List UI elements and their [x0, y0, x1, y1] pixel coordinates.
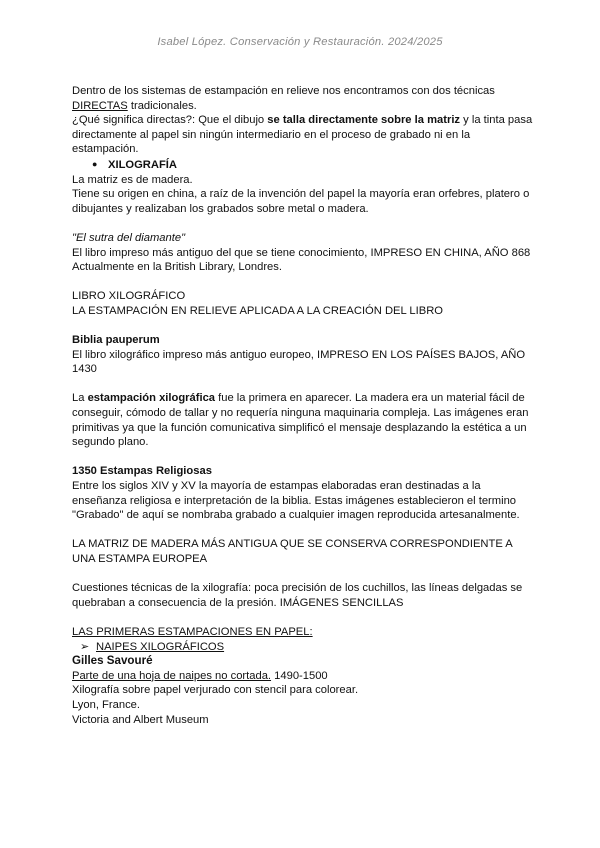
bullet-icon: ● — [92, 158, 98, 169]
xilografia-matriz: La matriz es de madera. — [72, 173, 193, 186]
obra-tecnica: Xilografía sobre papel verjurado con stencil para colorear. — [72, 684, 359, 697]
biblia-text: El libro xilográfico impreso más antiguo europeo, IMPRESO EN LOS PAÍSES BAJOS, AÑO 1430 — [72, 348, 526, 376]
primeras-title: LAS PRIMERAS ESTAMPACIONES EN PAPEL: — [72, 625, 313, 638]
xilografia-title: XILOGRAFÍA — [108, 158, 177, 171]
xilografia-bullet — [72, 157, 534, 173]
directas-question — [72, 113, 534, 157]
biblia-title: Biblia pauperum — [72, 334, 160, 347]
estampacion-emphasis: estampación xilográfica — [87, 392, 216, 405]
obra-line — [72, 669, 534, 684]
libro-line-1: LIBRO XILOGRÁFICO — [72, 290, 186, 303]
estampacion-rest: fue la primera en aparecer. La madera era un material fácil de conseguir, cómodo de tallar y no requería ninguna maquinaria compleja. Las imágenes eran primitivas ya que la función comunicativa simplificó el mensaje desplazando la estética a un segundo plano. — [72, 392, 529, 449]
question-text: ¿Qué significa directas?: Que el dibujo — [72, 114, 268, 127]
intro-line-2: tradicionales. — [127, 99, 197, 112]
intro-paragraph — [72, 84, 534, 113]
cuestiones-paragraph: Cuestiones técnicas de la xilografía: poca precisión de los cuchillos, las líneas delgadas se quebraban a consecuencia de la presión. IMÁGENES SENCILLAS — [72, 582, 523, 609]
obra-date: 1490-1500 — [271, 669, 328, 682]
artist-name: Gilles Savouré — [72, 654, 153, 668]
naipes-title: NAIPES XILOGRÁFICOS — [96, 640, 225, 653]
xilografia-origen: Tiene su origen en china, a raíz de la invención del papel la mayoría eran orfebres, platero o dibujantes y realizaban los grabados sobre metal o madera. — [72, 188, 530, 215]
libro-line-2: LA ESTAMPACIÓN EN RELIEVE APLICADA A LA CREACIÓN DEL LIBRO — [72, 304, 443, 317]
obra-title: Parte de una hoja de naipes no cortada. — [72, 669, 272, 682]
directas-term: DIRECTAS — [72, 99, 128, 112]
estampacion-paragraph — [72, 391, 534, 449]
naipes-item — [72, 640, 534, 655]
arrow-icon: ➢ — [80, 640, 90, 653]
document-body — [72, 84, 534, 727]
sutra-text-2: Actualmente en la British Library, Londres. — [72, 261, 282, 274]
page-header: Isabel López. Conservación y Restauración. 2024/2025 — [157, 36, 443, 48]
estampacion-prefix: La — [72, 392, 88, 405]
matriz-antigua: LA MATRIZ DE MADERA MÁS ANTIGUA QUE SE CONSERVA CORRESPONDIENTE A UNA ESTAMPA EUROPEA — [72, 538, 513, 565]
question-rest: y la tinta pasa directamente al papel sin ningún intermediario en el proceso de grabado ni en la estampación. — [72, 114, 533, 156]
sutra-title: "El sutra del diamante" — [72, 231, 186, 244]
intro-line-1: Dentro de los sistemas de estampación en relieve nos encontramos con dos técnicas — [72, 85, 495, 97]
question-emphasis: se talla directamente sobre la matriz — [267, 114, 461, 127]
estampas-text: Entre los siglos XIV y XV la mayoría de estampas elaboradas eran destinadas a la enseñanza religiosa e interpretación de la biblia. Estas imágenes establecieron el termino "Grabado" de aquí se nombraba grabado a cualquier imagen reproducida artesanalmente. — [72, 480, 520, 522]
sutra-text-1: El libro impreso más antiguo del que se tiene conocimiento, IMPRESO EN CHINA, AÑO 868 — [72, 246, 531, 259]
obra-lugar: Lyon, France. — [72, 698, 140, 711]
obra-museo: Victoria and Albert Museum — [72, 713, 209, 726]
estampas-title: 1350 Estampas Religiosas — [72, 465, 212, 478]
